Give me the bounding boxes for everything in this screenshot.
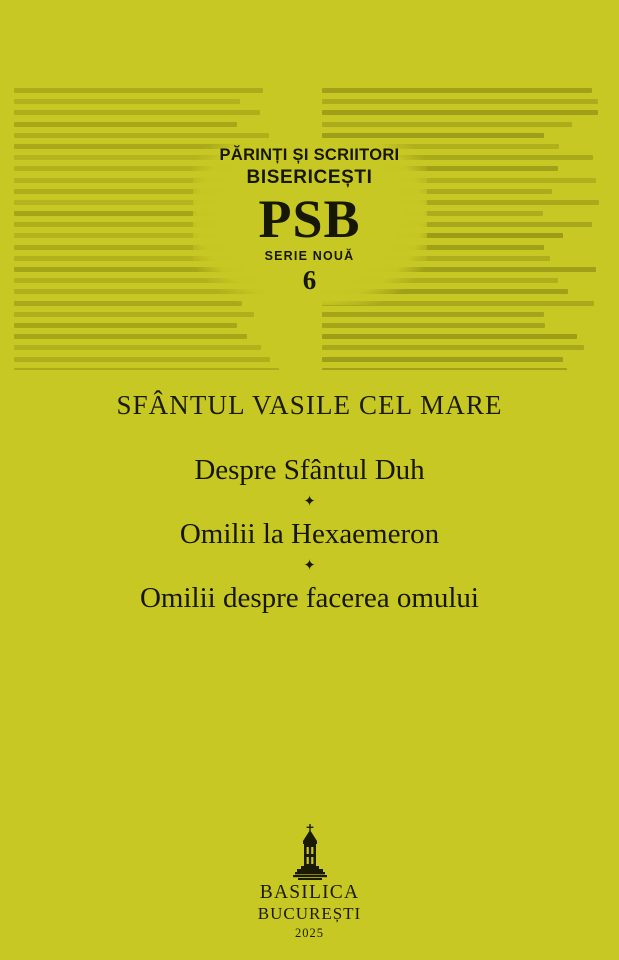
title-separator-2: ✦: [303, 558, 316, 574]
texture-line: [322, 357, 563, 362]
texture-line: [322, 323, 545, 328]
publisher-city: BUCUREȘTI: [257, 904, 362, 923]
texture-line: [14, 312, 254, 317]
work-title-2: Omilii la Hexaemeron: [179, 518, 440, 550]
texture-line: [14, 110, 260, 115]
texture-line: [14, 122, 237, 127]
texture-line: [14, 323, 237, 328]
church-tower-icon: [293, 824, 327, 880]
title-block: [0, 450, 619, 618]
volume-number: 6: [302, 265, 317, 295]
texture-line: [322, 368, 567, 370]
texture-line: [14, 334, 247, 339]
publisher-block: [0, 824, 619, 941]
publisher-name: BASILICA: [259, 882, 360, 903]
series-title-line1: PĂRINȚI ȘI SCRIITORI: [219, 146, 400, 164]
series-acronym: PSB: [258, 189, 361, 249]
work-title-3: Omilii despre facerea omului: [139, 582, 479, 614]
texture-line: [14, 99, 240, 104]
work-title-1: Despre Sfântul Duh: [194, 454, 425, 486]
title-separator-1: ✦: [303, 494, 316, 510]
texture-line: [14, 88, 263, 93]
texture-line: [322, 334, 577, 339]
texture-line: [322, 345, 584, 350]
texture-line: [322, 133, 544, 138]
series-emblem: [193, 140, 427, 305]
texture-line: [14, 368, 279, 370]
texture-line: [14, 133, 269, 138]
author-name: SFÂNTUL VASILE CEL MARE: [116, 390, 503, 420]
series-title-line2: BISERICEȘTI: [246, 167, 373, 188]
texture-line: [322, 312, 544, 317]
texture-line: [322, 99, 598, 104]
texture-line: [322, 110, 598, 115]
texture-line: [322, 122, 572, 127]
texture-line: [322, 88, 592, 93]
texture-line: [14, 357, 270, 362]
publication-year: 2025: [295, 926, 324, 940]
series-label: SERIE NOUĂ: [264, 249, 355, 263]
texture-line: [14, 345, 261, 350]
